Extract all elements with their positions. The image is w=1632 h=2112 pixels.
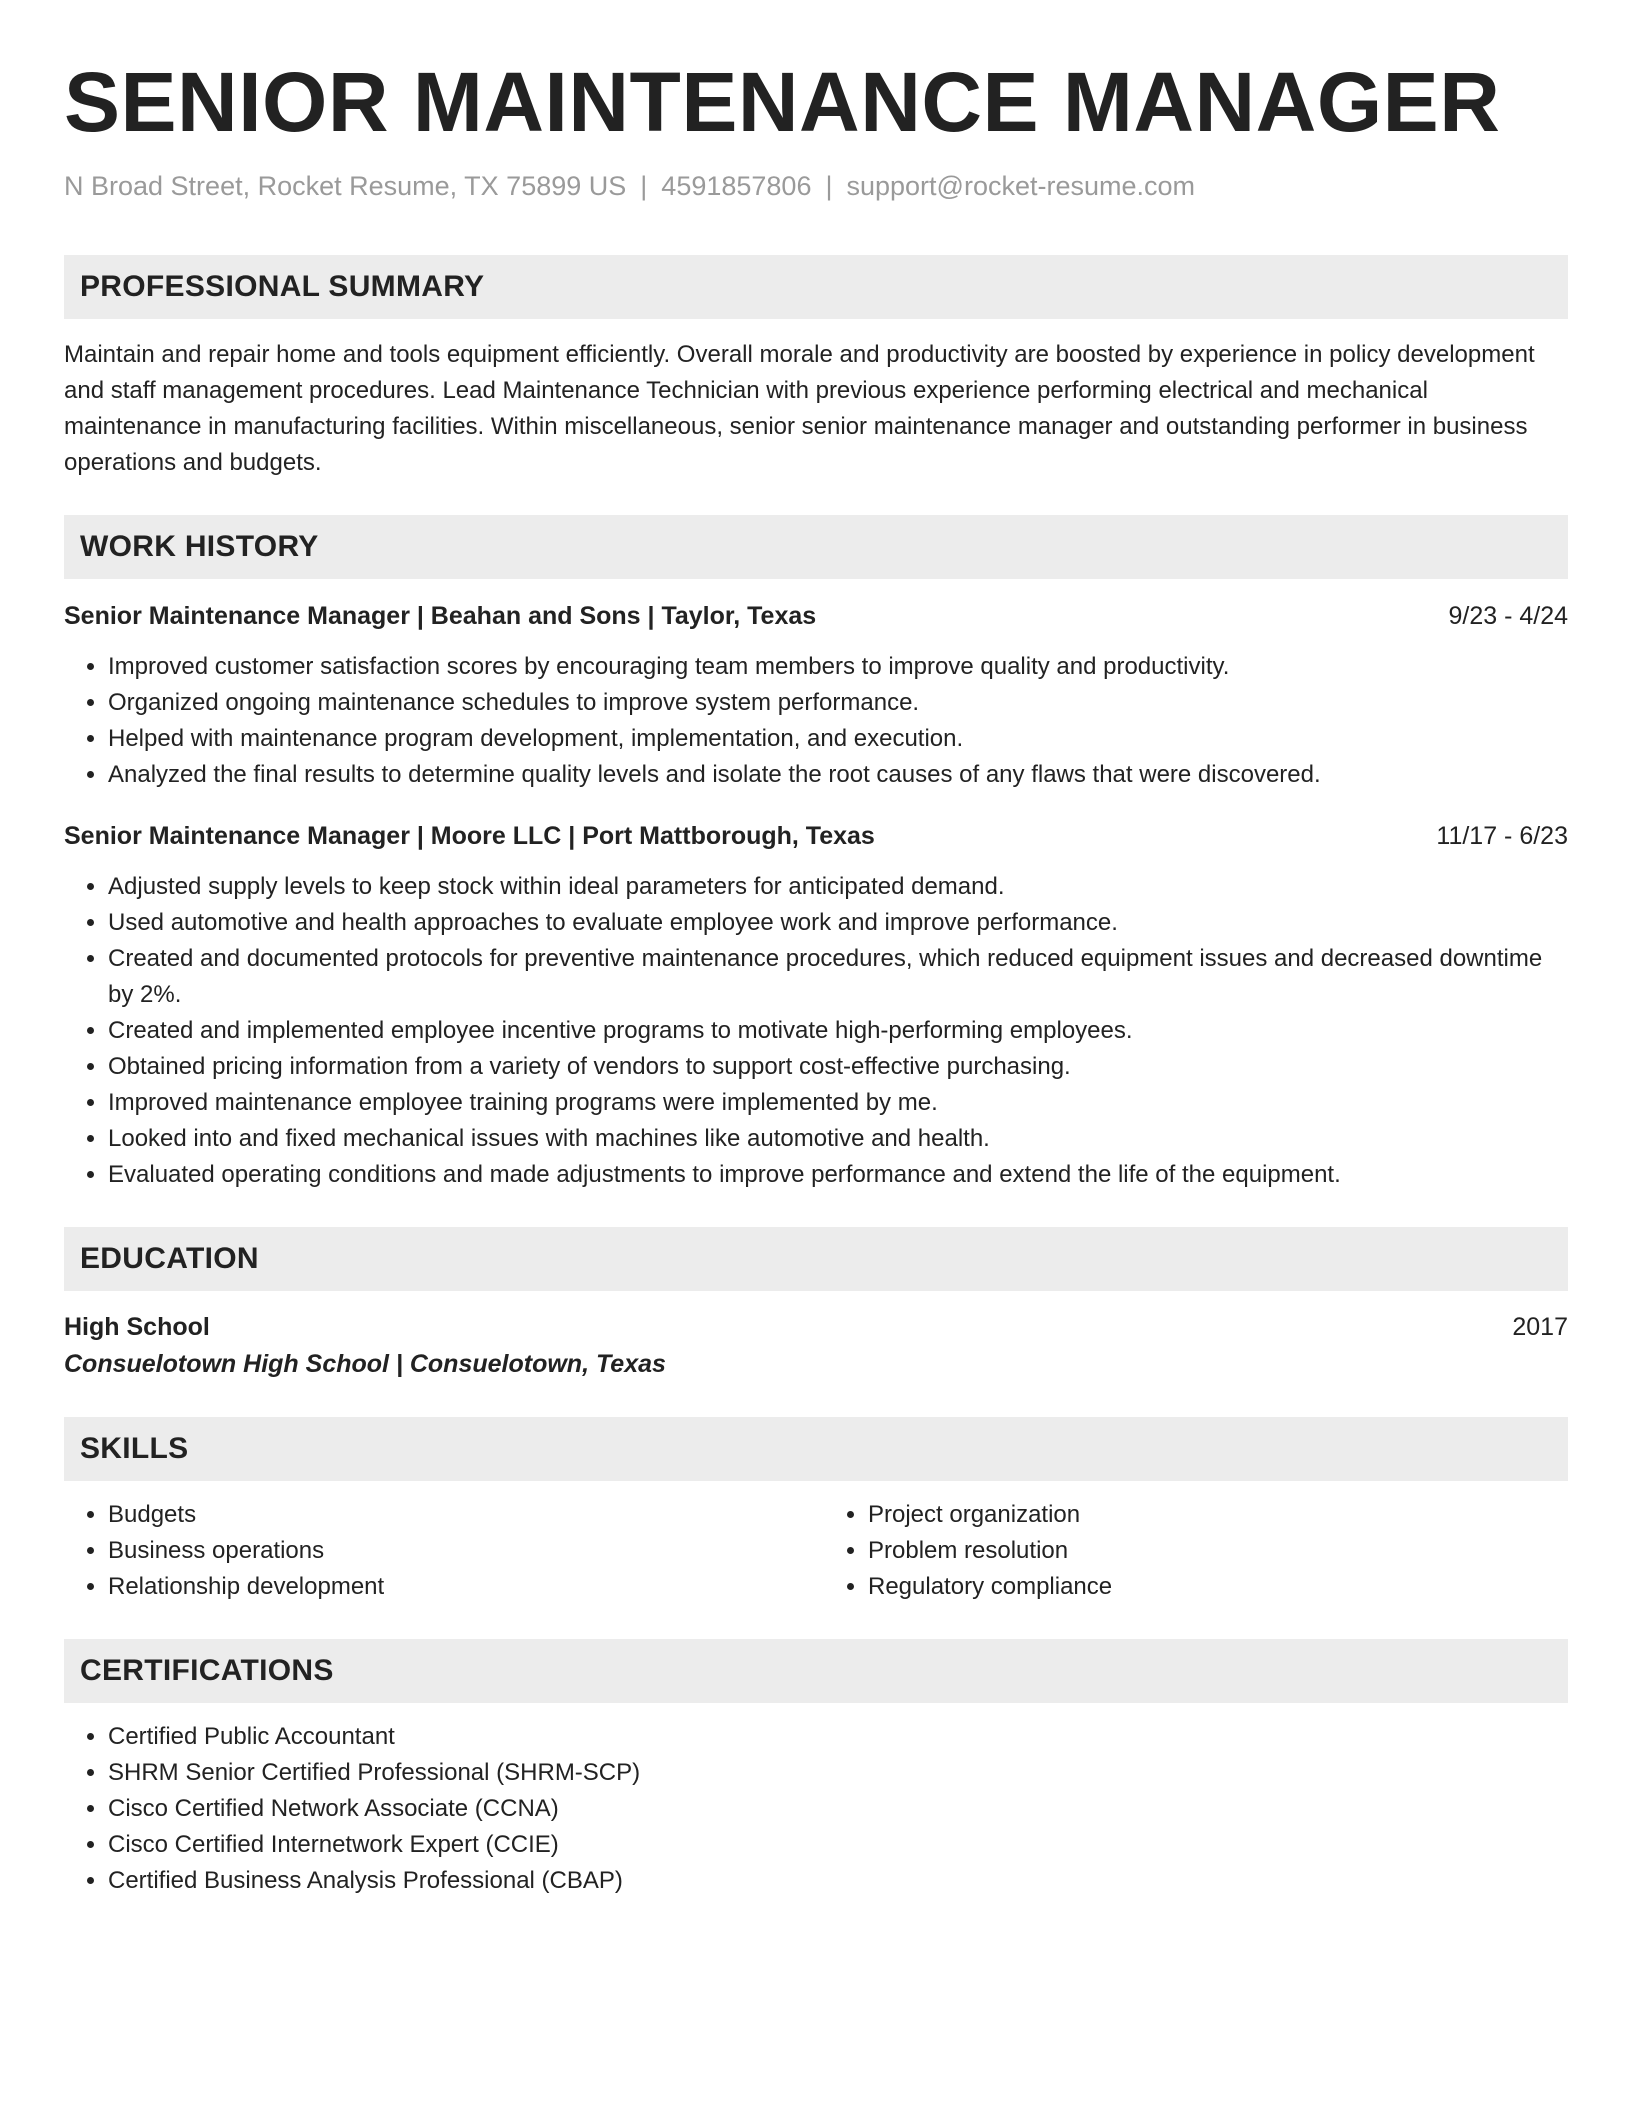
job-header: [64, 599, 1568, 633]
contact-separator: |: [640, 171, 648, 202]
certification-item: • SHRM Senior Certified Professional (SHRM-SCP): [108, 1755, 1568, 1791]
education-header: [64, 1309, 1568, 1345]
job-dates: 9/23 - 4/24: [1448, 601, 1568, 630]
certification-item: • Cisco Certified Network Associate (CCNA): [108, 1791, 1568, 1827]
certification-item: • Cisco Certified Internetwork Expert (CCIE): [108, 1827, 1568, 1863]
job-bullet: • Created and documented protocols for preventive maintenance procedures, which reduced equipment issues and decreased downtime by 2%.: [108, 941, 1568, 1013]
education-heading: EDUCATION: [64, 1227, 1568, 1291]
skill-item: • Budgets: [108, 1497, 816, 1533]
work-history-heading: WORK HISTORY: [64, 515, 1568, 579]
skill-item: • Business operations: [108, 1533, 816, 1569]
summary-heading: PROFESSIONAL SUMMARY: [64, 255, 1568, 319]
job-dates: 11/17 - 6/23: [1436, 821, 1568, 850]
skill-item: • Relationship development: [108, 1569, 816, 1605]
job-bullets: [64, 649, 1568, 793]
job-entry: [64, 819, 1568, 1193]
certifications-heading: CERTIFICATIONS: [64, 1639, 1568, 1703]
job-title: Senior Maintenance Manager | Beahan and Sons | Taylor, Texas: [64, 601, 817, 630]
contact-separator: |: [825, 171, 833, 202]
skill-item: • Problem resolution: [868, 1533, 1568, 1569]
job-bullet: • Created and implemented employee incentive programs to motivate high-performing employees.: [108, 1013, 1568, 1049]
certifications-list: [64, 1719, 1568, 1899]
job-bullet: • Obtained pricing information from a variety of vendors to support cost-effective purchasing.: [108, 1049, 1568, 1085]
skill-item: • Regulatory compliance: [868, 1569, 1568, 1605]
job-bullet: • Helped with maintenance program development, implementation, and execution.: [108, 721, 1568, 757]
contact-phone: 4591857806: [661, 171, 812, 202]
job-header: [64, 819, 1568, 853]
job-bullet: • Analyzed the final results to determine quality levels and isolate the root causes of any flaws that were discovered.: [108, 757, 1568, 793]
candidate-name: SENIOR MAINTENANCE MANAGER: [64, 55, 1501, 149]
job-bullet: • Adjusted supply levels to keep stock within ideal parameters for anticipated demand.: [108, 869, 1568, 905]
skills-grid: [64, 1497, 1568, 1605]
job-bullet: • Improved customer satisfaction scores by encouraging team members to improve quality and productivity.: [108, 649, 1568, 685]
contact-line: [64, 170, 1568, 202]
skills-column-right: [816, 1497, 1568, 1605]
education-year: 2017: [1512, 1312, 1568, 1341]
job-bullet: • Used automotive and health approaches to evaluate employee work and improve performance.: [108, 905, 1568, 941]
job-title: Senior Maintenance Manager | Moore LLC | Port Mattborough, Texas: [64, 821, 875, 850]
skills-heading: SKILLS: [64, 1417, 1568, 1481]
summary-text: Maintain and repair home and tools equipment efficiently. Overall morale and productivity are boosted by experience in policy development and staff management procedures. Lead Maintenance Technician with previous experience performing electrical and mechanical maintenance in manufacturing facilities. Within miscellaneous, senior senior maintenance manager and outstanding performer in business operations and budgets.: [64, 340, 1535, 476]
education-degree: High School: [64, 1312, 210, 1341]
job-bullet: • Looked into and fixed mechanical issues with machines like automotive and health.: [108, 1121, 1568, 1157]
skills-column-left: [64, 1497, 816, 1605]
certification-item: • Certified Business Analysis Professional (CBAP): [108, 1863, 1568, 1899]
job-bullets: [64, 869, 1568, 1193]
contact-email: support@rocket-resume.com: [846, 171, 1196, 202]
certification-item: • Certified Public Accountant: [108, 1719, 1568, 1755]
education-school: Consuelotown High School | Consuelotown, Texas: [64, 1349, 666, 1378]
contact-address: N Broad Street, Rocket Resume, TX 75899 US: [64, 171, 627, 202]
job-bullet: • Improved maintenance employee training programs were implemented by me.: [108, 1085, 1568, 1121]
job-bullet: • Evaluated operating conditions and made adjustments to improve performance and extend the life of the equipment.: [108, 1157, 1568, 1193]
skill-item: • Project organization: [868, 1497, 1568, 1533]
job-bullet: • Organized ongoing maintenance schedules to improve system performance.: [108, 685, 1568, 721]
job-entry: [64, 599, 1568, 793]
